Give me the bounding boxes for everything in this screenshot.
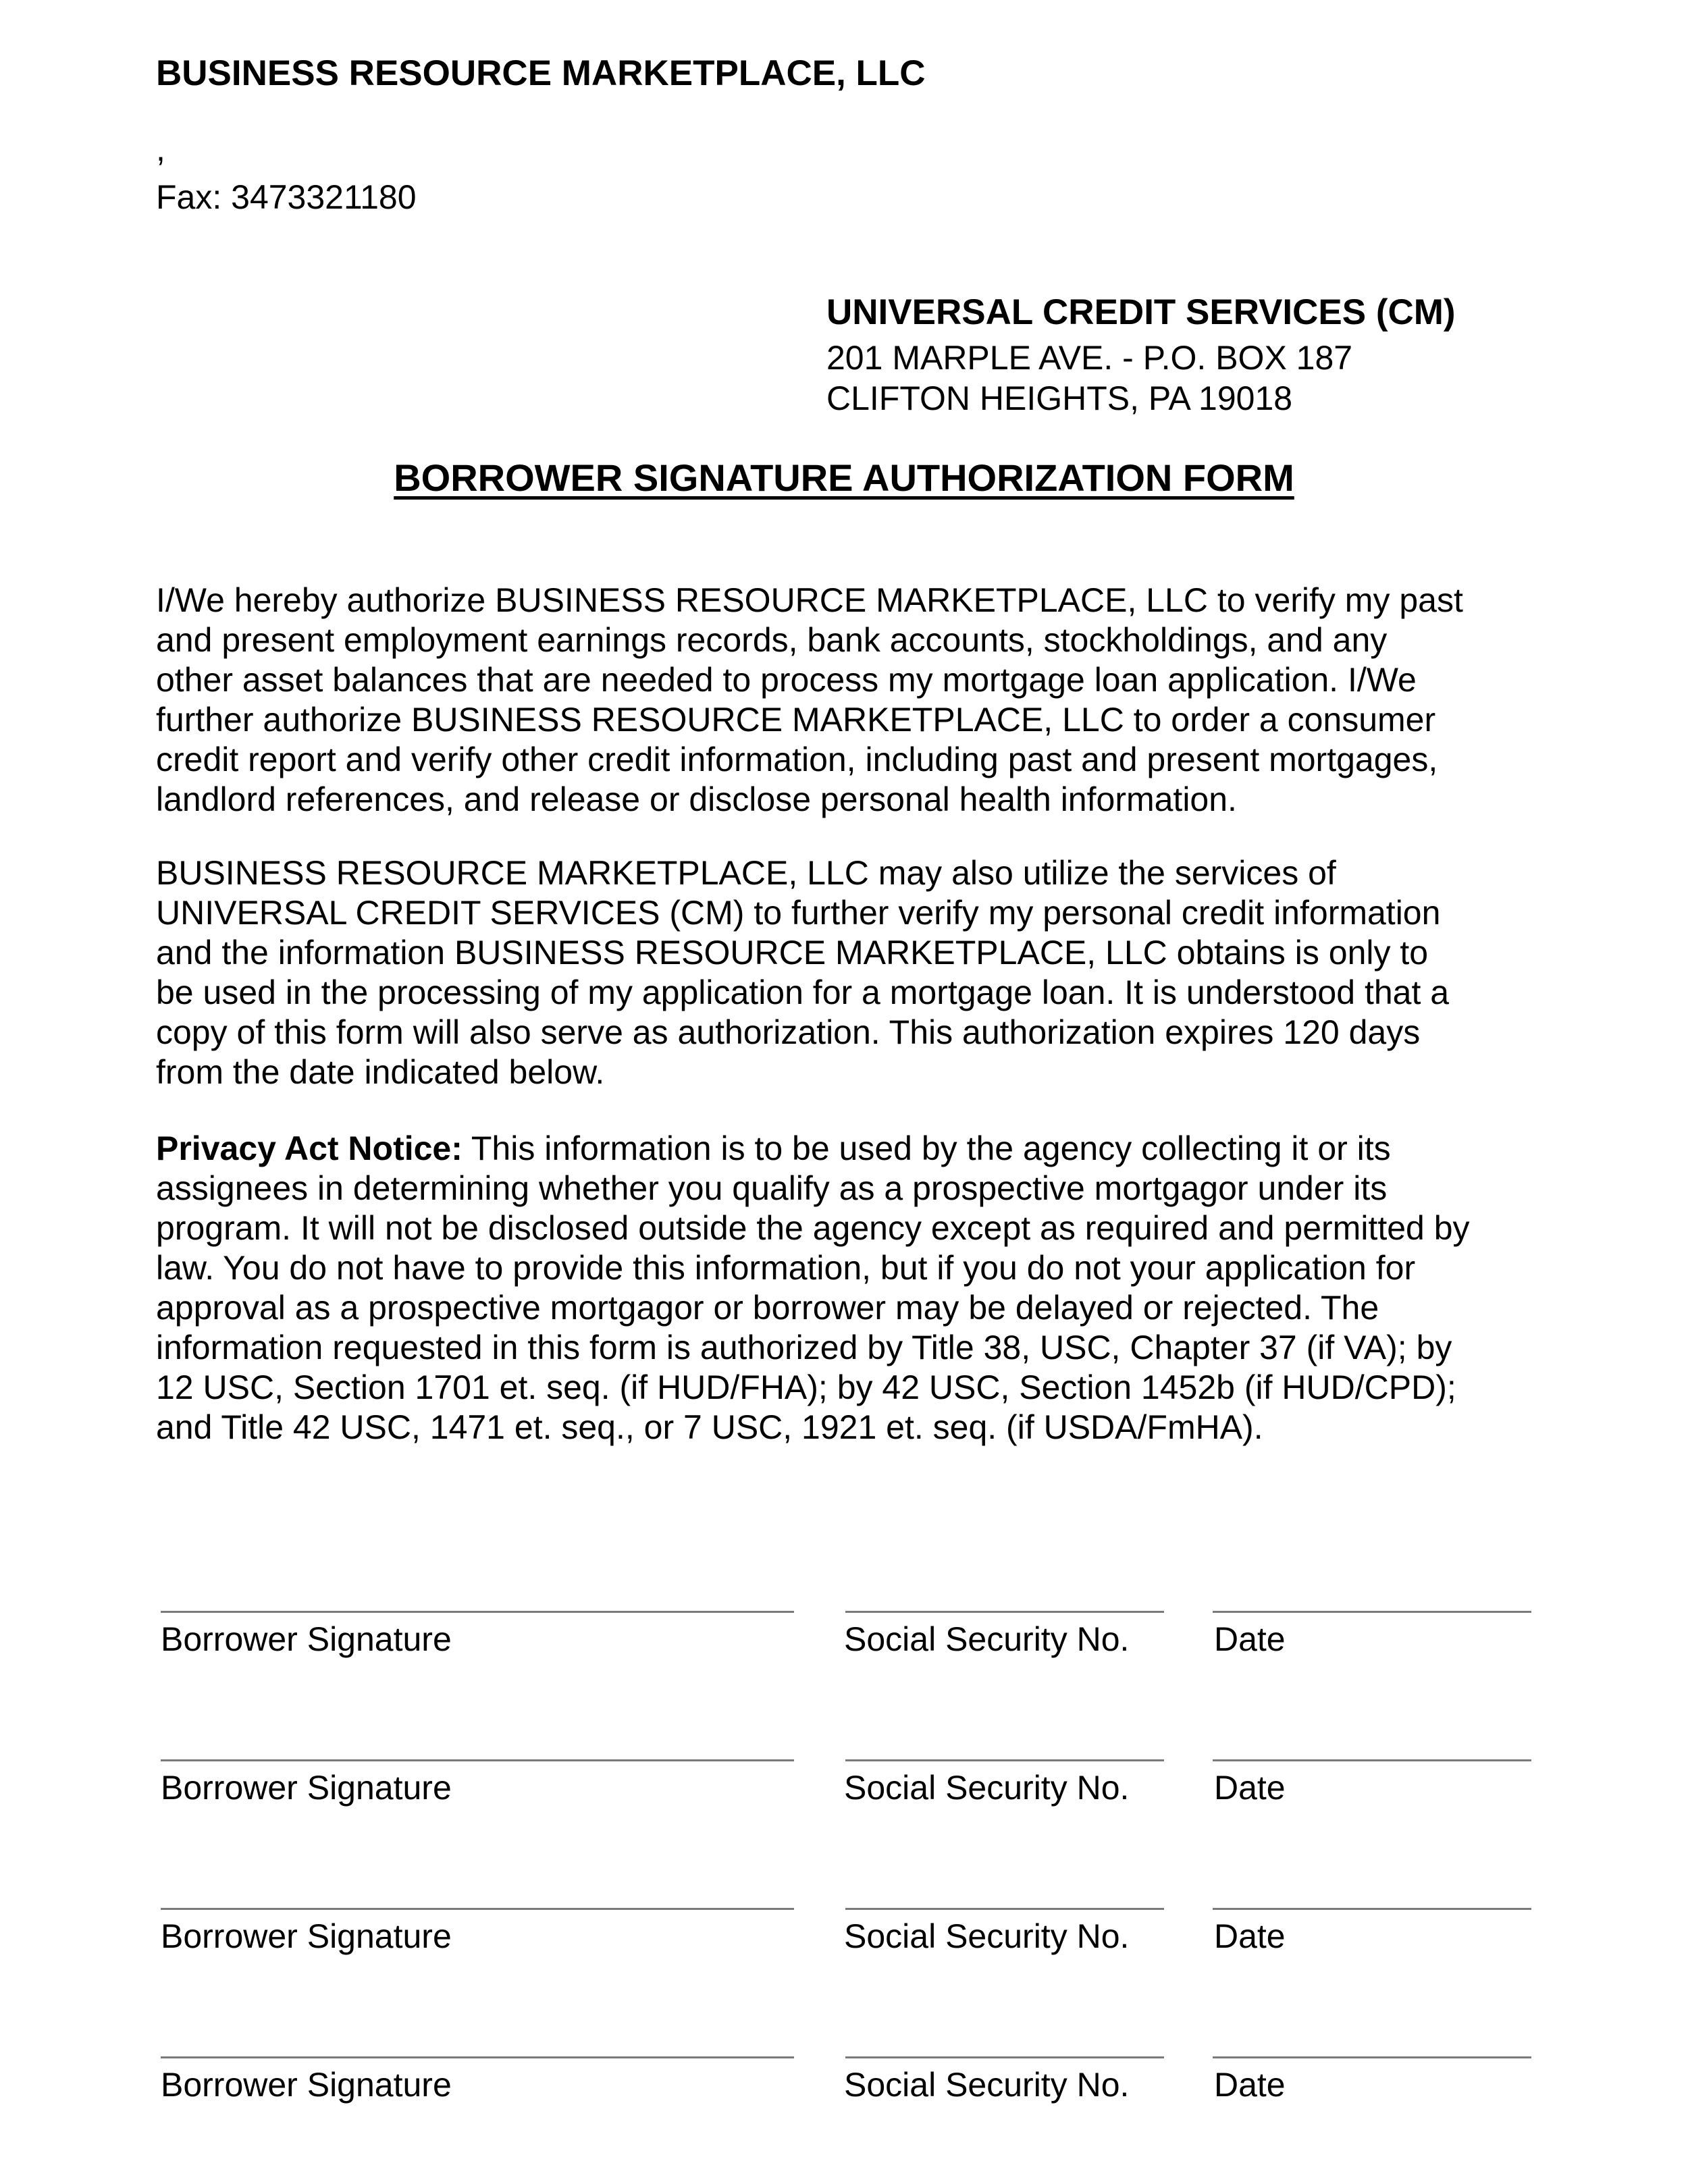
paragraph-line: from the date indicated below.: [156, 1053, 605, 1091]
paragraph-line: I/We hereby authorize BUSINESS RESOURCE MARKETPLACE, LLC to verify my past: [156, 581, 1463, 619]
paragraph-line: and the information BUSINESS RESOURCE MARKETPLACE, LLC obtains is only to: [156, 934, 1429, 971]
borrower-signature-line[interactable]: [161, 1759, 794, 1761]
paragraph-line: program. It will not be disclosed outside the agency except as required and permitted by: [156, 1209, 1470, 1247]
privacy-notice-first-line: This information is to be used by the agency collecting it or its: [462, 1129, 1391, 1167]
ssn-label: Social Security No.: [844, 2066, 1130, 2104]
agency-address-line-2: CLIFTON HEIGHTS, PA 19018: [826, 379, 1293, 417]
agency-address-line-1: 201 MARPLE AVE. - P.O. BOX 187: [826, 339, 1353, 377]
borrower-signature-label: Borrower Signature: [161, 1917, 452, 1955]
paragraph-line: be used in the processing of my application for a mortgage loan. It is understood that a: [156, 974, 1450, 1011]
borrower-signature-line[interactable]: [161, 1611, 794, 1613]
ssn-label: Social Security No.: [844, 1769, 1130, 1807]
paragraph-line: copy of this form will also serve as authorization. This authorization expires 120 days: [156, 1013, 1421, 1051]
lender-fax: Fax: 3473321180: [156, 178, 417, 216]
ssn-line[interactable]: [845, 1611, 1164, 1613]
borrower-signature-line[interactable]: [161, 1908, 794, 1910]
ssn-label: Social Security No.: [844, 1917, 1130, 1955]
date-line[interactable]: [1213, 1759, 1531, 1761]
authorization-paragraph: [156, 581, 1547, 820]
paragraph-line: landlord references, and release or disclose personal health information.: [156, 780, 1237, 818]
privacy-notice-label: Privacy Act Notice:: [156, 1129, 463, 1167]
paragraph-line: BUSINESS RESOURCE MARKETPLACE, LLC may also utilize the services of: [156, 854, 1336, 892]
privacy-notice-paragraph: [156, 1129, 1547, 1447]
paragraph-line: and Title 42 USC, 1471 et. seq., or 7 USC, 1921 et. seq. (if USDA/FmHA).: [156, 1408, 1263, 1446]
date-label: Date: [1214, 2066, 1286, 2104]
borrower-signature-line[interactable]: [161, 2056, 794, 2058]
signature-row: [0, 1908, 1688, 1982]
date-label: Date: [1214, 1620, 1286, 1658]
lender-address-line: ,: [156, 130, 165, 168]
borrower-signature-label: Borrower Signature: [161, 1769, 452, 1807]
paragraph-line: law. You do not have to provide this information, but if you do not your application for: [156, 1249, 1416, 1287]
date-label: Date: [1214, 1769, 1286, 1807]
signature-row: [0, 1759, 1688, 1834]
paragraph-line: further authorize BUSINESS RESOURCE MARKETPLACE, LLC to order a consumer: [156, 701, 1436, 739]
paragraph-line: and present employment earnings records, bank accounts, stockholdings, and any: [156, 621, 1388, 659]
ssn-line[interactable]: [845, 2056, 1164, 2058]
signature-row: [0, 2056, 1688, 2131]
ssn-label: Social Security No.: [844, 1620, 1130, 1658]
date-label: Date: [1214, 1917, 1286, 1955]
borrower-signature-label: Borrower Signature: [161, 1620, 452, 1658]
paragraph-line: 12 USC, Section 1701 et. seq. (if HUD/FHA); by 42 USC, Section 1452b (if HUD/CPD);: [156, 1368, 1456, 1406]
signature-row: [0, 1611, 1688, 1685]
ssn-line[interactable]: [845, 1759, 1164, 1761]
paragraph-line: approval as a prospective mortgagor or borrower may be delayed or rejected. The: [156, 1289, 1379, 1327]
date-line[interactable]: [1213, 1611, 1531, 1613]
agency-name: UNIVERSAL CREDIT SERVICES (CM): [826, 292, 1456, 332]
lender-name: BUSINESS RESOURCE MARKETPLACE, LLC: [156, 53, 926, 93]
borrower-signature-label: Borrower Signature: [161, 2066, 452, 2104]
form-title: BORROWER SIGNATURE AUTHORIZATION FORM: [394, 456, 1294, 499]
ssn-line[interactable]: [845, 1908, 1164, 1910]
paragraph-line: assignees in determining whether you qualify as a prospective mortgagor under its: [156, 1169, 1388, 1207]
paragraph-line: information requested in this form is authorized by Title 38, USC, Chapter 37 (if VA); by: [156, 1329, 1452, 1366]
date-line[interactable]: [1213, 2056, 1531, 2058]
services-paragraph: [156, 853, 1547, 1092]
paragraph-line: [156, 1129, 1547, 1169]
paragraph-line: credit report and verify other credit information, including past and present mortgages,: [156, 741, 1438, 778]
date-line[interactable]: [1213, 1908, 1531, 1910]
paragraph-line: other asset balances that are needed to process my mortgage loan application. I/We: [156, 661, 1417, 699]
paragraph-line: UNIVERSAL CREDIT SERVICES (CM) to further verify my personal credit information: [156, 894, 1441, 932]
